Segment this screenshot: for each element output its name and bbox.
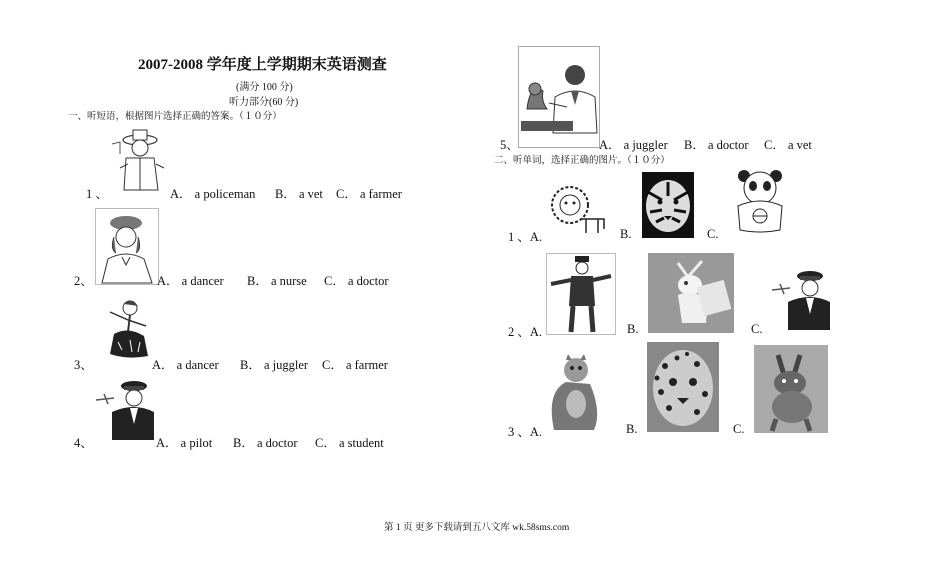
farmer-icon <box>106 124 170 192</box>
dancer-icon <box>100 298 152 360</box>
tiger-icon[interactable] <box>642 172 694 238</box>
q1-option-a[interactable]: A． a policeman <box>170 187 256 201</box>
q1-option-c[interactable]: C． a farmer <box>336 187 402 201</box>
vet-icon <box>518 46 600 148</box>
q3-number: 3、 <box>74 358 93 372</box>
q5-option-b[interactable]: B． a doctor <box>684 138 749 152</box>
pilot-icon[interactable] <box>770 268 832 330</box>
page-title: 2007-2008 学年度上学期期末英语测查 <box>138 57 387 73</box>
q2-option-a[interactable]: A． a dancer <box>157 274 224 288</box>
panda-icon[interactable] <box>734 166 786 234</box>
q2-number: 2、 <box>74 274 93 288</box>
q5-number: 5、 <box>500 138 519 152</box>
s2-row3-c-label: C. <box>733 422 745 436</box>
section2-heading: 二、听单词，选择正确的图片。（１０分） <box>494 156 670 166</box>
q3-option-a[interactable]: A． a dancer <box>152 358 219 372</box>
s2-row3-b-label: B. <box>626 422 638 436</box>
lion-icon[interactable] <box>546 183 608 237</box>
q1-option-b[interactable]: B． a vet <box>275 187 323 201</box>
squirrel-icon[interactable] <box>546 352 606 432</box>
section1-heading: 一、听短语，根据图片选择正确的答案。（１０分） <box>68 112 282 122</box>
listening-part-label: 听力部分(60 分) <box>229 97 299 108</box>
q4-option-b[interactable]: B． a doctor <box>233 436 298 450</box>
s2-row3-label: 3 、A. <box>508 425 543 439</box>
s2-row1-label: 1 、A. <box>508 230 543 244</box>
q3-option-c[interactable]: C． a farmer <box>322 358 388 372</box>
full-score-label: (满分 100 分) <box>236 82 293 93</box>
leopard-icon[interactable] <box>647 342 719 432</box>
s2-row2-label: 2 、A. <box>508 325 543 339</box>
goat-icon[interactable] <box>648 253 734 333</box>
q2-option-b[interactable]: B． a nurse <box>247 274 307 288</box>
s2-row1-c-label: C. <box>707 227 719 241</box>
pilot-icon <box>94 378 156 440</box>
s2-row1-b-label: B. <box>620 227 632 241</box>
policeman-icon[interactable] <box>546 253 616 335</box>
donkey-icon[interactable] <box>754 345 828 433</box>
q3-option-b[interactable]: B． a juggler <box>240 358 309 372</box>
page-footer: 第 1 页 更多下载请到五八文库 wk.58sms.com <box>384 523 570 533</box>
q4-number: 4、 <box>74 436 93 450</box>
q5-option-a[interactable]: A． a juggler <box>599 138 668 152</box>
nurse-icon <box>95 208 159 285</box>
s2-row2-b-label: B. <box>627 322 639 336</box>
q5-option-c[interactable]: C． a vet <box>764 138 812 152</box>
q2-option-c[interactable]: C． a doctor <box>324 274 389 288</box>
q4-option-a[interactable]: A． a pilot <box>156 436 213 450</box>
q1-number: 1 、 <box>86 187 108 201</box>
q4-option-c[interactable]: C． a student <box>315 436 384 450</box>
s2-row2-c-label: C. <box>751 322 763 336</box>
